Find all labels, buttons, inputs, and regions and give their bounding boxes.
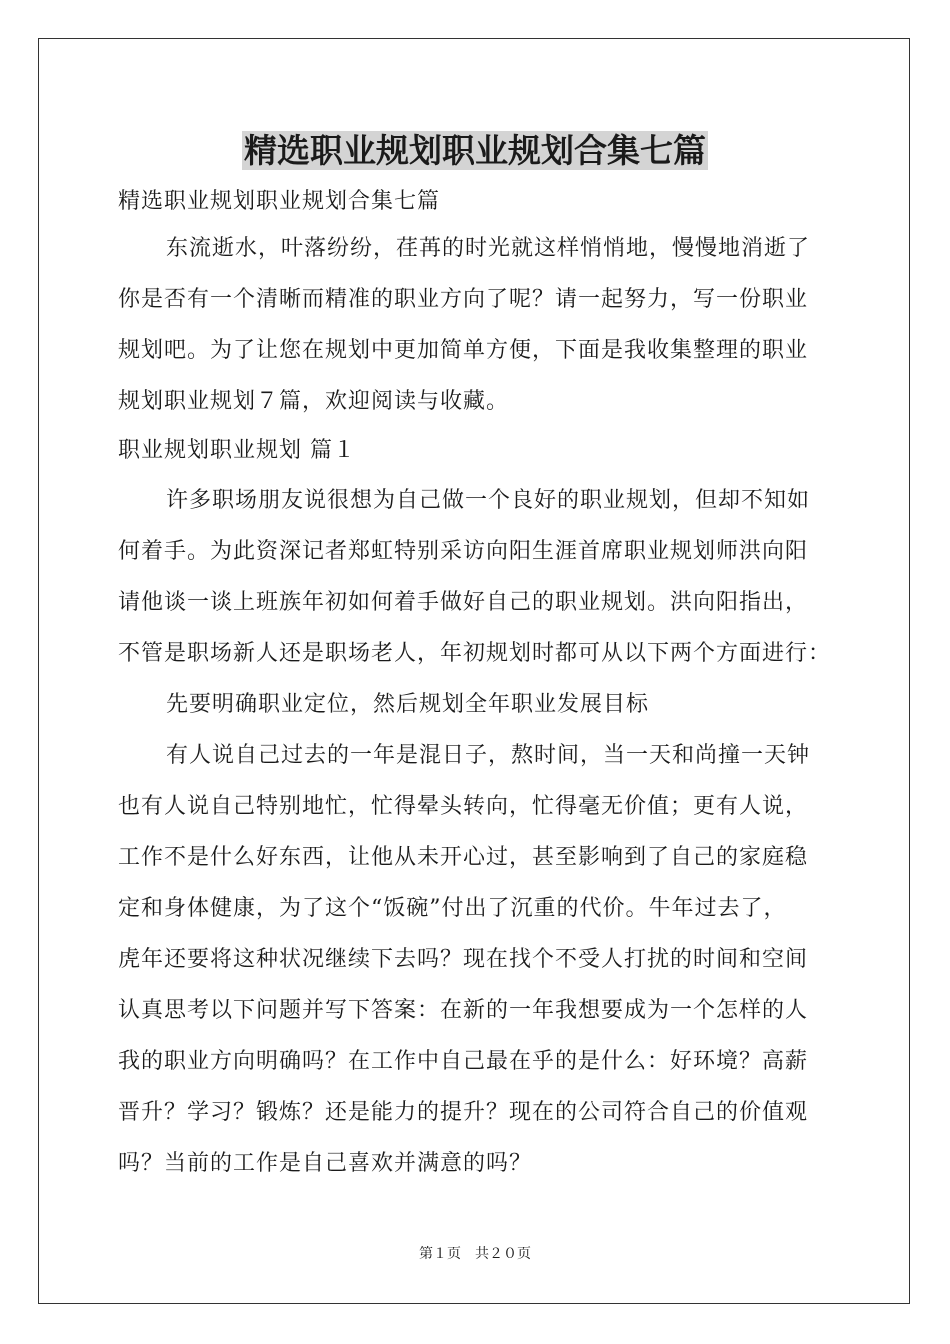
paragraph-line: 虎年还要将这种状况继续下去吗？现在找个不受人打扰的时间和空间 (118, 947, 809, 972)
document-title-text: 精选职业规划职业规划合集七篇 (244, 131, 706, 170)
paragraph-line: 不管是职场新人还是职场老人，年初规划时都可从以下两个方面进行： (118, 641, 832, 666)
paragraph-line: 认真思考以下问题并写下答案：在新的一年我想要成为一个怎样的人 (118, 998, 809, 1023)
paragraph-line: 规划吧。为了让您在规划中更加简单方便，下面是我收集整理的职业 (118, 338, 809, 363)
page-number: 第１页 (419, 1246, 461, 1262)
document-title (0, 126, 950, 176)
paragraph-line: 东流逝水，叶落纷纷，荏苒的时光就这样悄悄地，慢慢地消逝了 (166, 236, 811, 261)
paragraph-line: 工作不是什么好东西，让他从未开心过，甚至影响到了自己的家庭稳 (118, 845, 809, 870)
paragraph-line: 吗？当前的工作是自己喜欢并满意的吗？ (118, 1151, 533, 1176)
paragraph-line: 晋升？学习？锻炼？还是能力的提升？现在的公司符合自己的价值观 (118, 1100, 809, 1125)
paragraph-line: 有人说自己过去的一年是混日子，熬时间，当一天和尚撞一天钟 (166, 743, 811, 768)
paragraph-line: 请他谈一谈上班族年初如何着手做好自己的职业规划。洪向阳指出， (118, 590, 809, 615)
paragraph-line: 先要明确职业定位，然后规划全年职业发展目标 (166, 692, 650, 717)
paragraph-line: 你是否有一个清晰而精准的职业方向了呢？请一起努力，写一份职业 (118, 287, 809, 312)
document-body (118, 180, 838, 1189)
paragraph-line: 何着手。为此资深记者郑虹特别采访向阳生涯首席职业规划师洪向阳 (118, 539, 809, 564)
page-footer (0, 1244, 950, 1264)
paragraph-line: 也有人说自己特别地忙，忙得晕头转向，忙得毫无价值；更有人说， (118, 794, 809, 819)
paragraph-line: 我的职业方向明确吗？在工作中自己最在乎的是什么：好环境？高薪 (118, 1049, 809, 1074)
paragraph-line: 定和身体健康，为了这个“饭碗”付出了沉重的代价。牛年过去了， (118, 896, 787, 921)
paragraph-line: 许多职场朋友说很想为自己做一个良好的职业规划，但却不知如 (166, 488, 811, 513)
page-total: 共２０页 (475, 1246, 531, 1262)
paragraph-line: 规划职业规划７篇，欢迎阅读与收藏。 (118, 389, 510, 414)
subtitle-line: 精选职业规划职业规划合集七篇 (118, 189, 441, 214)
section-heading: 职业规划职业规划 篇１ (118, 438, 356, 463)
